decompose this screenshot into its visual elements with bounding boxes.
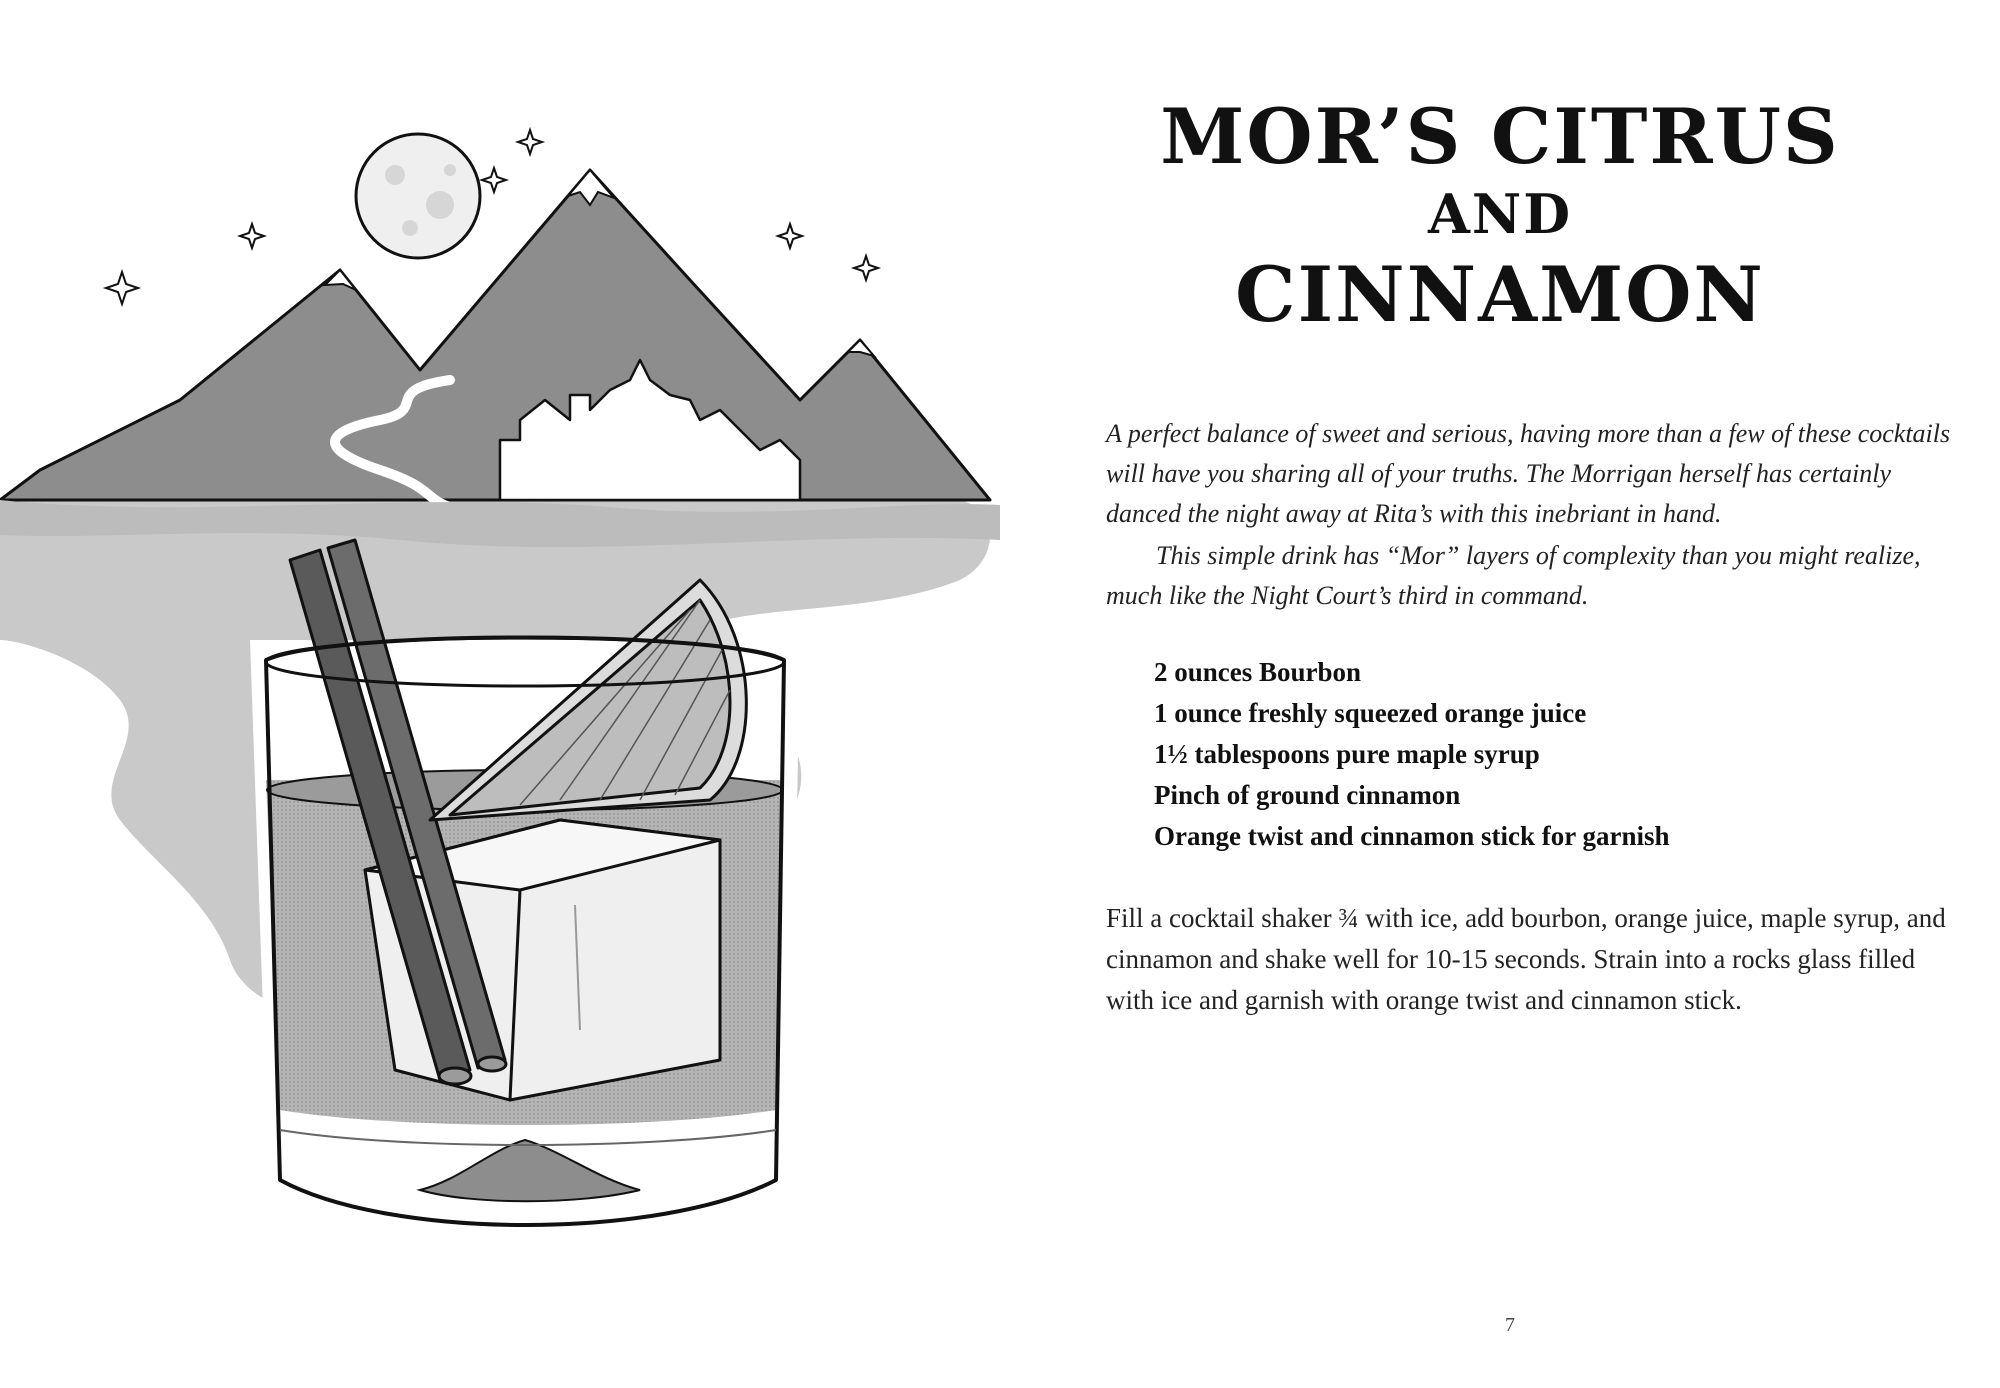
cocktail-illustration — [0, 0, 1000, 1384]
ingredient-item: Pinch of ground cinnamon — [1154, 780, 1461, 810]
recipe-title-line-3: CINNAMON — [1235, 250, 1765, 339]
ingredient-item: 2 ounces Bourbon — [1154, 657, 1362, 687]
moon — [356, 134, 480, 258]
recipe-page — [1000, 0, 2000, 1384]
page-number: 7 — [1505, 1314, 1515, 1336]
stars — [106, 130, 878, 304]
recipe-title-line-1: MOR’S CITRUS — [1160, 92, 1840, 181]
illustration-svg — [0, 0, 1000, 1384]
ingredient-list — [1154, 652, 1670, 857]
recipe-title-line-2: AND — [1427, 182, 1573, 246]
ingredient-item: Orange twist and cinnamon stick for garnish — [1154, 821, 1670, 851]
method-paragraph: Fill a cocktail shaker ¾ with ice, add bourbon, orange juice, maple syrup, and cinnamon and shake well for 10-15 seconds. Strain into a rocks glass filled with ice and garnish with orange twist and cinnamon stick. — [1106, 903, 1946, 1015]
intro-paragraph-2: This simple drink has “Mor” layers of complexity than you might realize, much like the Night Court’s third in command. — [1106, 541, 1921, 610]
mountains — [0, 170, 990, 500]
intro-paragraph-1: A perfect balance of sweet and serious, having more than a few of these cocktails will have you sharing all of your truths. The Morrigan herself has certainly danced the night away at Rita’s with this inebriant in hand. — [1106, 419, 1951, 528]
ingredient-item: 1 ounce freshly squeezed orange juice — [1154, 698, 1587, 728]
ingredient-item: 1½ tablespoons pure maple syrup — [1154, 739, 1540, 769]
